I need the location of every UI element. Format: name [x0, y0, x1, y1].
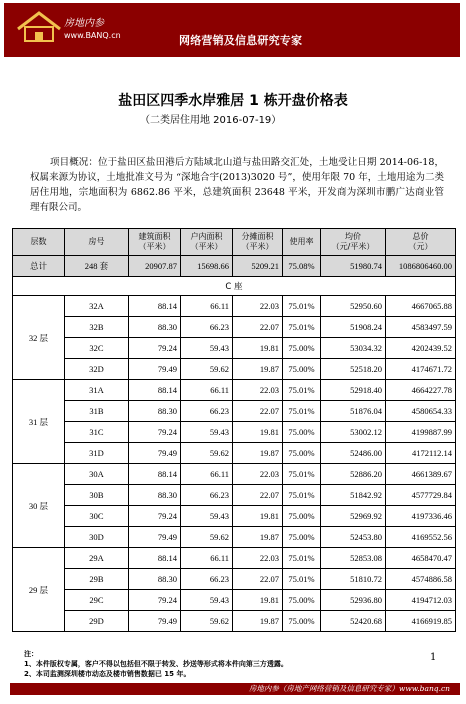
total-row	[13, 256, 456, 277]
table-row	[13, 569, 456, 590]
page-number: 1	[430, 652, 437, 663]
build-area-cell: 79.24	[129, 590, 181, 611]
build-area-cell: 79.24	[129, 506, 181, 527]
rate-cell: 75.00%	[283, 506, 321, 527]
table-row	[13, 611, 456, 632]
rate-cell: 75.00%	[283, 422, 321, 443]
build-area-cell: 88.14	[129, 548, 181, 569]
price-table	[12, 228, 456, 632]
rate-cell: 75.00%	[283, 443, 321, 464]
rate-cell: 75.00%	[283, 611, 321, 632]
shared-area-cell: 22.07	[233, 569, 283, 590]
room-cell: 32D	[65, 359, 129, 380]
room-cell: 29D	[65, 611, 129, 632]
shared-area-cell: 19.81	[233, 338, 283, 359]
floor-label: 31 层	[13, 380, 65, 464]
room-cell: 30C	[65, 506, 129, 527]
notes-heading: 注：	[24, 650, 38, 658]
header-build-area-text: 建筑面积 （平米）	[138, 232, 171, 251]
rate-cell: 75.01%	[283, 401, 321, 422]
table-row	[13, 548, 456, 569]
section-label: C 座	[13, 277, 456, 296]
table-row	[13, 506, 456, 527]
unit-price-cell: 52936.80	[321, 590, 386, 611]
section-row	[13, 277, 456, 296]
inner-area-cell: 59.62	[181, 611, 233, 632]
rate-cell: 75.01%	[283, 317, 321, 338]
header-build-area	[129, 229, 181, 256]
shared-area-cell: 22.03	[233, 296, 283, 317]
inner-area-cell: 59.43	[181, 506, 233, 527]
total-price-cell: 4580654.33	[386, 401, 456, 422]
unit-price-cell: 52518.20	[321, 359, 386, 380]
room-cell: 32C	[65, 338, 129, 359]
room-cell: 31D	[65, 443, 129, 464]
shared-area-cell: 22.07	[233, 485, 283, 506]
unit-price-cell: 52950.60	[321, 296, 386, 317]
header-shared-area	[233, 229, 283, 256]
total-label: 总计	[13, 256, 65, 277]
build-area-cell: 88.30	[129, 401, 181, 422]
table-row	[13, 338, 456, 359]
rate-cell: 75.00%	[283, 590, 321, 611]
inner-area-cell: 59.62	[181, 443, 233, 464]
total-build-area: 20907.87	[129, 256, 181, 277]
room-cell: 30A	[65, 464, 129, 485]
rate-cell: 75.01%	[283, 569, 321, 590]
total-price-cell: 4658470.47	[386, 548, 456, 569]
total-count: 248 套	[65, 256, 129, 277]
total-total-price: 1086806460.00	[386, 256, 456, 277]
room-cell: 29B	[65, 569, 129, 590]
rate-cell: 75.00%	[283, 338, 321, 359]
total-shared-area: 5209.21	[233, 256, 283, 277]
table-header-row	[13, 229, 456, 256]
table-row	[13, 464, 456, 485]
total-price-cell: 4664227.78	[386, 380, 456, 401]
table-row	[13, 443, 456, 464]
notes	[24, 649, 288, 679]
room-cell: 29A	[65, 548, 129, 569]
shared-area-cell: 19.87	[233, 527, 283, 548]
room-cell: 30D	[65, 527, 129, 548]
header-inner-area	[181, 229, 233, 256]
total-price-cell: 4166919.85	[386, 611, 456, 632]
unit-price-cell: 52486.00	[321, 443, 386, 464]
inner-area-cell: 59.62	[181, 527, 233, 548]
total-price-cell: 4202439.52	[386, 338, 456, 359]
page-subtitle: （二类居住用地 2016-07-19）	[140, 115, 282, 126]
rate-cell: 75.01%	[283, 380, 321, 401]
rate-cell: 75.01%	[283, 548, 321, 569]
note-item: 1、本件版权专属，客户不得以包括但不限于转发、抄送等形式将本件向第三方透露。	[24, 660, 288, 668]
room-cell: 32A	[65, 296, 129, 317]
header-banner	[4, 3, 460, 57]
shared-area-cell: 22.07	[233, 317, 283, 338]
floor-label: 29 层	[13, 548, 65, 632]
room-cell: 29C	[65, 590, 129, 611]
inner-area-cell: 66.11	[181, 380, 233, 401]
rate-cell: 75.00%	[283, 359, 321, 380]
brand-name: 房地内参	[64, 18, 104, 29]
header-shared-area-text: 分摊面积 （平米）	[241, 232, 274, 251]
total-rate: 75.08%	[283, 256, 321, 277]
inner-area-cell: 66.11	[181, 296, 233, 317]
unit-price-cell: 51908.24	[321, 317, 386, 338]
room-cell: 31B	[65, 401, 129, 422]
total-price-cell: 4577729.84	[386, 485, 456, 506]
total-price-cell: 4667065.88	[386, 296, 456, 317]
unit-price-cell: 51842.92	[321, 485, 386, 506]
build-area-cell: 79.49	[129, 443, 181, 464]
total-price-cell: 4174671.72	[386, 359, 456, 380]
shared-area-cell: 19.87	[233, 611, 283, 632]
total-inner-area: 15698.66	[181, 256, 233, 277]
rate-cell: 75.01%	[283, 485, 321, 506]
brand-url[interactable]: www.BANQ.cn	[64, 31, 121, 40]
unit-price-cell: 52886.20	[321, 464, 386, 485]
header-inner-area-text: 户内面积 （平米）	[190, 232, 223, 251]
unit-price-cell: 52969.92	[321, 506, 386, 527]
build-area-cell: 88.14	[129, 464, 181, 485]
rate-cell: 75.01%	[283, 464, 321, 485]
shared-area-cell: 22.03	[233, 548, 283, 569]
unit-price-cell: 52918.40	[321, 380, 386, 401]
table-row	[13, 401, 456, 422]
footer-banner: 房地内参（房地产网络营销及信息研究专家）www.banq.cn	[10, 683, 460, 695]
build-area-cell: 79.24	[129, 422, 181, 443]
brand-slogan: 网络营销及信息研究专家	[179, 34, 303, 47]
unit-price-cell: 53034.32	[321, 338, 386, 359]
table-row	[13, 359, 456, 380]
shared-area-cell: 19.87	[233, 443, 283, 464]
inner-area-cell: 66.11	[181, 464, 233, 485]
build-area-cell: 79.49	[129, 359, 181, 380]
inner-area-cell: 66.23	[181, 401, 233, 422]
build-area-cell: 79.49	[129, 527, 181, 548]
rate-cell: 75.00%	[283, 527, 321, 548]
inner-area-cell: 59.62	[181, 359, 233, 380]
total-price-cell: 4199887.99	[386, 422, 456, 443]
inner-area-cell: 66.23	[181, 485, 233, 506]
header-room: 房号	[65, 229, 129, 256]
header-unit-price	[321, 229, 386, 256]
floor-label: 30 层	[13, 464, 65, 548]
room-cell: 31A	[65, 380, 129, 401]
shared-area-cell: 22.03	[233, 464, 283, 485]
header-floor: 层数	[13, 229, 65, 256]
header-total-price	[386, 229, 456, 256]
shared-area-cell: 22.03	[233, 380, 283, 401]
table-row	[13, 527, 456, 548]
total-price-cell: 4172112.14	[386, 443, 456, 464]
inner-area-cell: 59.43	[181, 590, 233, 611]
build-area-cell: 88.30	[129, 317, 181, 338]
room-cell: 31C	[65, 422, 129, 443]
header-unit-price-text: 均价 （元/平米）	[331, 232, 375, 251]
build-area-cell: 79.24	[129, 338, 181, 359]
unit-price-cell: 52420.68	[321, 611, 386, 632]
total-price-cell: 4661389.67	[386, 464, 456, 485]
unit-price-cell: 51810.72	[321, 569, 386, 590]
house-logo-icon	[14, 9, 64, 45]
shared-area-cell: 22.07	[233, 401, 283, 422]
table-row	[13, 590, 456, 611]
total-price-cell: 4169552.56	[386, 527, 456, 548]
inner-area-cell: 59.43	[181, 422, 233, 443]
inner-area-cell: 66.23	[181, 569, 233, 590]
build-area-cell: 88.14	[129, 296, 181, 317]
shared-area-cell: 19.87	[233, 359, 283, 380]
total-unit-price: 51980.74	[321, 256, 386, 277]
build-area-cell: 88.30	[129, 569, 181, 590]
rate-cell: 75.01%	[283, 296, 321, 317]
inner-area-cell: 66.23	[181, 317, 233, 338]
unit-price-cell: 51876.04	[321, 401, 386, 422]
header-total-price-text: 总价 （元）	[408, 232, 433, 251]
inner-area-cell: 66.11	[181, 548, 233, 569]
unit-price-cell: 52453.80	[321, 527, 386, 548]
build-area-cell: 88.14	[129, 380, 181, 401]
table-row	[13, 317, 456, 338]
table-row	[13, 296, 456, 317]
unit-price-cell: 52853.08	[321, 548, 386, 569]
unit-price-cell: 53002.12	[321, 422, 386, 443]
table-row	[13, 485, 456, 506]
total-price-cell: 4194712.03	[386, 590, 456, 611]
inner-area-cell: 59.43	[181, 338, 233, 359]
build-area-cell: 79.49	[129, 611, 181, 632]
shared-area-cell: 19.81	[233, 590, 283, 611]
page-title: 盐田区四季水岸雅居 1 栋开盘价格表	[118, 93, 348, 109]
total-price-cell: 4574886.58	[386, 569, 456, 590]
table-row	[13, 422, 456, 443]
room-cell: 30B	[65, 485, 129, 506]
shared-area-cell: 19.81	[233, 506, 283, 527]
room-cell: 32B	[65, 317, 129, 338]
shared-area-cell: 19.81	[233, 422, 283, 443]
build-area-cell: 88.30	[129, 485, 181, 506]
header-rate: 使用率	[283, 229, 321, 256]
table-row	[13, 380, 456, 401]
project-summary: 项目概况：位于盐田区盐田港后方陆域北山道与盐田路交汇处，土地受让日期 2014-06-18，权属来源为协议，土地批准文号为 “深地合宇(2013)3020 号”，使用年限 70 年，土地用途为二类居住用地，宗地面积为 6862.86 平米，总建筑面积 23648 平米，开发商为深圳市鹏广达商业管理有限公司。	[30, 157, 444, 213]
note-item: 2、本司监测深圳楼市动态及楼市销售数据已 15 年。	[24, 670, 191, 678]
total-price-cell: 4197336.46	[386, 506, 456, 527]
floor-label: 32 层	[13, 296, 65, 380]
total-price-cell: 4583497.59	[386, 317, 456, 338]
